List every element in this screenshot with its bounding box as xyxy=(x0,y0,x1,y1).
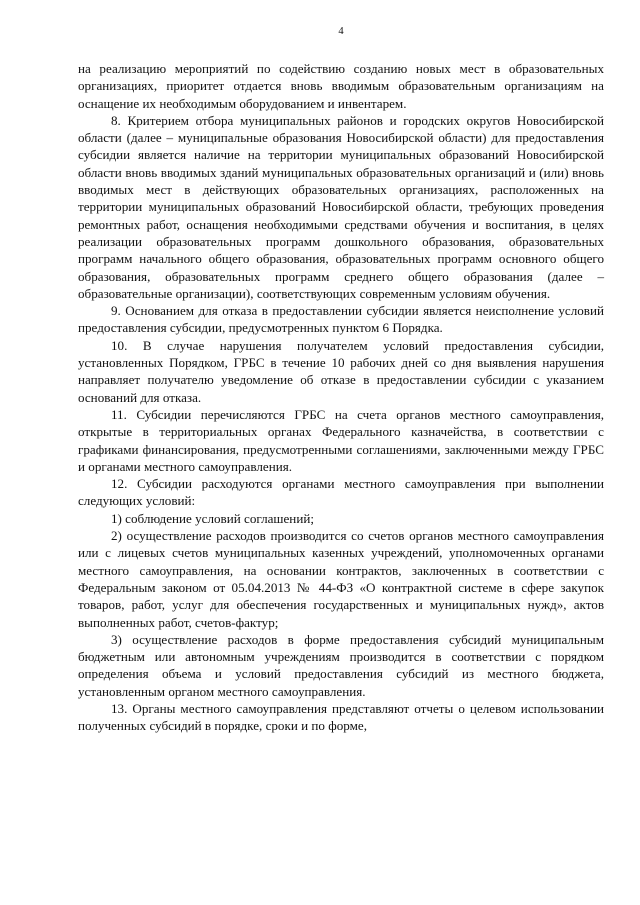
paragraph: на реализацию мероприятий по содействию созданию новых мест в образовательных организациях, приоритет отдается вновь вводимым образовательным организациям на оснащение их необходимым оборудованием и инвентарем. xyxy=(78,61,604,111)
paragraph: 11. Субсидии перечисляются ГРБС на счета органов местного самоуправления, открытые в территориальных органах Федерального казначейства, в соответствии с графиками финансирования, предусмотренными соглашениями, заключенными между ГРБС и органами местного самоуправления. xyxy=(78,406,604,474)
paragraph: 9. Основанием для отказа в предоставлении субсидии является неисполнение условий предоставления субсидии, предусмотренных пунктом 6 Порядка. xyxy=(78,303,604,336)
paragraph: 12. Субсидии расходуются органами местного самоуправления при выполнении следующих условий: xyxy=(78,476,604,509)
page-number: 4 xyxy=(338,26,344,37)
paragraph: 10. В случае нарушения получателем условий предоставления субсидии, установленных Порядком, ГРБС в течение 10 рабочих дней со дня выявления нарушения направляет получателю уведомление об отказе в предоставлении субсидии с указанием оснований для отказа. xyxy=(78,337,604,405)
list-item: 3) осуществление расходов в форме предоставления субсидий муниципальным бюджетным или автономным учреждениям производится в соответствии с порядком определения объема и условий предоставления субсидий из местного бюджета, установленным органом местного самоуправления. xyxy=(78,631,604,699)
list-item: 2) осуществление расходов производится со счетов органов местного самоуправления или с лицевых счетов муниципальных казенных учреждений, уполномоченных органами местного самоуправления, на основании контрактов, заключенных в соответствии с Федеральным законом от 05.04.2013 № 44-ФЗ «О контрактной системе в сфере закупок товаров, работ, услуг для обеспечения государственных и муниципальных нужд», актов выполненных работ, счетов-фактур; xyxy=(78,528,604,630)
document-body xyxy=(78,60,604,735)
paragraph: 13. Органы местного самоуправления представляют отчеты о целевом использовании полученных субсидий в порядке, сроки и по форме, xyxy=(78,700,604,734)
paragraph: 8. Критерием отбора муниципальных районов и городских округов Новосибирской области (далее – муниципальные образования Новосибирской области) для предоставления субсидии является наличие на территории муниципальных образований Новосибирской области вновь вводимых зданий муниципальных образовательных организаций и (или) вновь вводимых мест в действующих образовательных организациях, расположенных на территории муниципальных образований Новосибирской области, требующих проведения ремонтных работ, оснащения необходимыми средствами обучения и воспитания, в целях реализации образовательных программ дошкольного образования, образовательных программ начального общего образования, образовательных программ основного общего образования, образовательных программ среднего общего образования (далее – образовательные организации), соответствующих современным условиям обучения. xyxy=(78,112,604,301)
list-item: 1) соблюдение условий соглашений; xyxy=(111,510,314,526)
